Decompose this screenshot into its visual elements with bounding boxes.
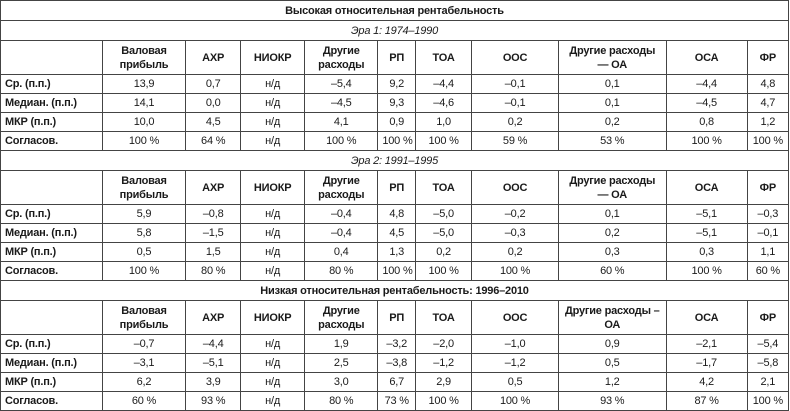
row-label: Медиан. (п.п.) — [1, 224, 103, 243]
table-row — [1, 262, 789, 281]
table-cell: –5,1 — [666, 205, 747, 224]
table-cell: 60 % — [559, 262, 666, 281]
table-cell: 59 % — [472, 132, 559, 151]
table-cell: –5,0 — [416, 224, 472, 243]
table-cell: –5,8 — [747, 354, 788, 373]
table-cell: 1,5 — [186, 243, 241, 262]
table-cell: –0,3 — [472, 224, 559, 243]
table-cell: 0,2 — [472, 113, 559, 132]
table-cell: 0,3 — [559, 243, 666, 262]
table-cell: 0,7 — [186, 75, 241, 94]
column-header: РП — [378, 171, 416, 205]
table-cell: н/д — [241, 94, 305, 113]
table-cell: 0,2 — [472, 243, 559, 262]
table-cell: –3,1 — [102, 354, 185, 373]
table-row — [1, 113, 789, 132]
column-header: ФР — [747, 171, 788, 205]
table-cell: –5,4 — [747, 335, 788, 354]
table-cell: 3,9 — [186, 373, 241, 392]
table-cell: 100 % — [305, 132, 378, 151]
column-header: Другие расходы — ОА — [559, 171, 666, 205]
table-cell: н/д — [241, 113, 305, 132]
row-label: Согласов. — [1, 392, 103, 411]
section-heading: Эра 2: 1991–1995 — [1, 151, 789, 171]
table-cell: –4,4 — [416, 75, 472, 94]
table-cell: 100 % — [472, 392, 559, 411]
column-header-row — [1, 171, 789, 205]
corner-cell — [1, 301, 103, 335]
table-cell: 4,7 — [747, 94, 788, 113]
table-cell: –2,0 — [416, 335, 472, 354]
table-cell: –0,2 — [472, 205, 559, 224]
table-cell: 4,5 — [186, 113, 241, 132]
table-cell: 4,1 — [305, 113, 378, 132]
table-cell: –4,4 — [666, 75, 747, 94]
table-cell: –4,5 — [305, 94, 378, 113]
table-cell: н/д — [241, 243, 305, 262]
table-cell: 4,2 — [666, 373, 747, 392]
table-cell: н/д — [241, 224, 305, 243]
table-row — [1, 392, 789, 411]
table-cell: 2,5 — [305, 354, 378, 373]
table-cell: н/д — [241, 392, 305, 411]
table-cell: –0,1 — [472, 75, 559, 94]
column-header: ООС — [472, 41, 559, 75]
table-cell: 0,0 — [186, 94, 241, 113]
table-cell: –3,8 — [378, 354, 416, 373]
table-cell: 80 % — [186, 262, 241, 281]
table-cell: –5,1 — [666, 224, 747, 243]
table-cell: 93 % — [559, 392, 666, 411]
table-cell: –4,4 — [186, 335, 241, 354]
table-cell: 4,8 — [747, 75, 788, 94]
table-cell: 60 % — [747, 262, 788, 281]
table-cell: 100 % — [102, 132, 185, 151]
table-row — [1, 94, 789, 113]
table-cell: 0,5 — [472, 373, 559, 392]
corner-cell — [1, 41, 103, 75]
table-cell: н/д — [241, 205, 305, 224]
corner-cell — [1, 171, 103, 205]
table-cell: –4,6 — [416, 94, 472, 113]
column-header: ООС — [472, 301, 559, 335]
row-label: МКР (п.п.) — [1, 243, 103, 262]
table-cell: 5,9 — [102, 205, 185, 224]
table-cell: 5,8 — [102, 224, 185, 243]
table-cell: 100 % — [747, 392, 788, 411]
column-header: РП — [378, 41, 416, 75]
table-cell: 0,5 — [559, 354, 666, 373]
column-header: АХР — [186, 301, 241, 335]
table-cell: 80 % — [305, 392, 378, 411]
table-cell: н/д — [241, 132, 305, 151]
table-cell: 1,2 — [559, 373, 666, 392]
table-cell: 100 % — [102, 262, 185, 281]
row-label: МКР (п.п.) — [1, 373, 103, 392]
column-header: Валовая прибыль — [102, 41, 185, 75]
table-cell: 60 % — [102, 392, 185, 411]
table-cell: –5,1 — [186, 354, 241, 373]
column-header-row — [1, 301, 789, 335]
table-cell: –2,1 — [666, 335, 747, 354]
table-cell: 100 % — [378, 132, 416, 151]
column-header: Другие расходы – ОА — [559, 301, 666, 335]
column-header: ФР — [747, 41, 788, 75]
table-cell: –0,4 — [305, 205, 378, 224]
row-label: Медиан. (п.п.) — [1, 354, 103, 373]
table-cell: –0,4 — [305, 224, 378, 243]
table-cell: 53 % — [559, 132, 666, 151]
column-header: НИОКР — [241, 41, 305, 75]
table-cell: –1,7 — [666, 354, 747, 373]
table-row — [1, 205, 789, 224]
table-cell: –5,0 — [416, 205, 472, 224]
table-cell: 100 % — [666, 262, 747, 281]
section-heading-row — [1, 281, 789, 301]
table-row — [1, 224, 789, 243]
table-cell: 10,0 — [102, 113, 185, 132]
table-cell: –4,5 — [666, 94, 747, 113]
column-header-row — [1, 41, 789, 75]
column-header: Другие расходы — [305, 41, 378, 75]
column-header: ТОА — [416, 41, 472, 75]
table-row — [1, 132, 789, 151]
column-header: ТОА — [416, 171, 472, 205]
column-header: НИОКР — [241, 301, 305, 335]
table-cell: 13,9 — [102, 75, 185, 94]
column-header: ТОА — [416, 301, 472, 335]
table-cell: 6,7 — [378, 373, 416, 392]
table-cell: 0,2 — [559, 224, 666, 243]
table-cell: 0,2 — [559, 113, 666, 132]
table-row — [1, 75, 789, 94]
table-cell: 9,3 — [378, 94, 416, 113]
row-label: МКР (п.п.) — [1, 113, 103, 132]
table-cell: 3,0 — [305, 373, 378, 392]
table-cell: –0,7 — [102, 335, 185, 354]
table-cell: 1,3 — [378, 243, 416, 262]
table-cell: н/д — [241, 335, 305, 354]
section-heading: Эра 1: 1974–1990 — [1, 21, 789, 41]
table-cell: 1,1 — [747, 243, 788, 262]
table-cell: 0,5 — [102, 243, 185, 262]
table-cell: 0,4 — [305, 243, 378, 262]
column-header: Валовая прибыль — [102, 301, 185, 335]
table-cell: 9,2 — [378, 75, 416, 94]
table-title: Высокая относительная рентабельность — [1, 1, 789, 21]
column-header: ООС — [472, 171, 559, 205]
column-header: АХР — [186, 171, 241, 205]
column-header: ОСА — [666, 301, 747, 335]
table-cell: 0,8 — [666, 113, 747, 132]
column-header: ОСА — [666, 171, 747, 205]
table-cell: –1,0 — [472, 335, 559, 354]
table-cell: 64 % — [186, 132, 241, 151]
section-heading-row — [1, 21, 789, 41]
table-cell: 100 % — [378, 262, 416, 281]
table-cell: –0,8 — [186, 205, 241, 224]
table-cell: 0,1 — [559, 94, 666, 113]
table-cell: н/д — [241, 354, 305, 373]
row-label: Согласов. — [1, 262, 103, 281]
table-cell: н/д — [241, 75, 305, 94]
table-cell: –0,3 — [747, 205, 788, 224]
table-row — [1, 243, 789, 262]
column-header: АХР — [186, 41, 241, 75]
table-cell: 73 % — [378, 392, 416, 411]
table-cell: –0,1 — [747, 224, 788, 243]
table-cell: 2,1 — [747, 373, 788, 392]
table-cell: 87 % — [666, 392, 747, 411]
table-cell: 4,8 — [378, 205, 416, 224]
table-cell: –0,1 — [472, 94, 559, 113]
row-label: Ср. (п.п.) — [1, 205, 103, 224]
table-cell: 100 % — [416, 262, 472, 281]
table-cell: 2,9 — [416, 373, 472, 392]
table-cell: 6,2 — [102, 373, 185, 392]
table-cell: 0,9 — [378, 113, 416, 132]
table-cell: 1,9 — [305, 335, 378, 354]
column-header: Другие расходы — ОА — [559, 41, 666, 75]
row-label: Ср. (п.п.) — [1, 75, 103, 94]
table-cell: 0,3 — [666, 243, 747, 262]
section-heading-row — [1, 151, 789, 171]
column-header: ФР — [747, 301, 788, 335]
table-cell: 0,1 — [559, 205, 666, 224]
table-cell: –1,2 — [472, 354, 559, 373]
row-label: Ср. (п.п.) — [1, 335, 103, 354]
table-cell: 1,2 — [747, 113, 788, 132]
table-row — [1, 373, 789, 392]
column-header: ОСА — [666, 41, 747, 75]
table-cell: 0,2 — [416, 243, 472, 262]
table-cell: н/д — [241, 373, 305, 392]
table-cell: 14,1 — [102, 94, 185, 113]
table-title-row — [1, 1, 789, 21]
table-cell: 100 % — [747, 132, 788, 151]
table-cell: 1,0 — [416, 113, 472, 132]
table-cell: 93 % — [186, 392, 241, 411]
column-header: Другие расходы — [305, 171, 378, 205]
column-header: Валовая прибыль — [102, 171, 185, 205]
table-cell: 0,1 — [559, 75, 666, 94]
table-cell: 4,5 — [378, 224, 416, 243]
section-heading: Низкая относительная рентабельность: 1996–2010 — [1, 281, 789, 301]
table-cell: –3,2 — [378, 335, 416, 354]
column-header: РП — [378, 301, 416, 335]
table-cell: 0,9 — [559, 335, 666, 354]
table-row — [1, 354, 789, 373]
column-header: НИОКР — [241, 171, 305, 205]
column-header: Другие расходы — [305, 301, 378, 335]
table-cell: –1,5 — [186, 224, 241, 243]
table-cell: –5,4 — [305, 75, 378, 94]
table-cell: 100 % — [416, 392, 472, 411]
table-cell: 100 % — [666, 132, 747, 151]
table-cell: 100 % — [472, 262, 559, 281]
row-label: Медиан. (п.п.) — [1, 94, 103, 113]
table-cell: –1,2 — [416, 354, 472, 373]
table-cell: 100 % — [416, 132, 472, 151]
table-cell: н/д — [241, 262, 305, 281]
row-label: Согласов. — [1, 132, 103, 151]
table-row — [1, 335, 789, 354]
table-cell: 80 % — [305, 262, 378, 281]
